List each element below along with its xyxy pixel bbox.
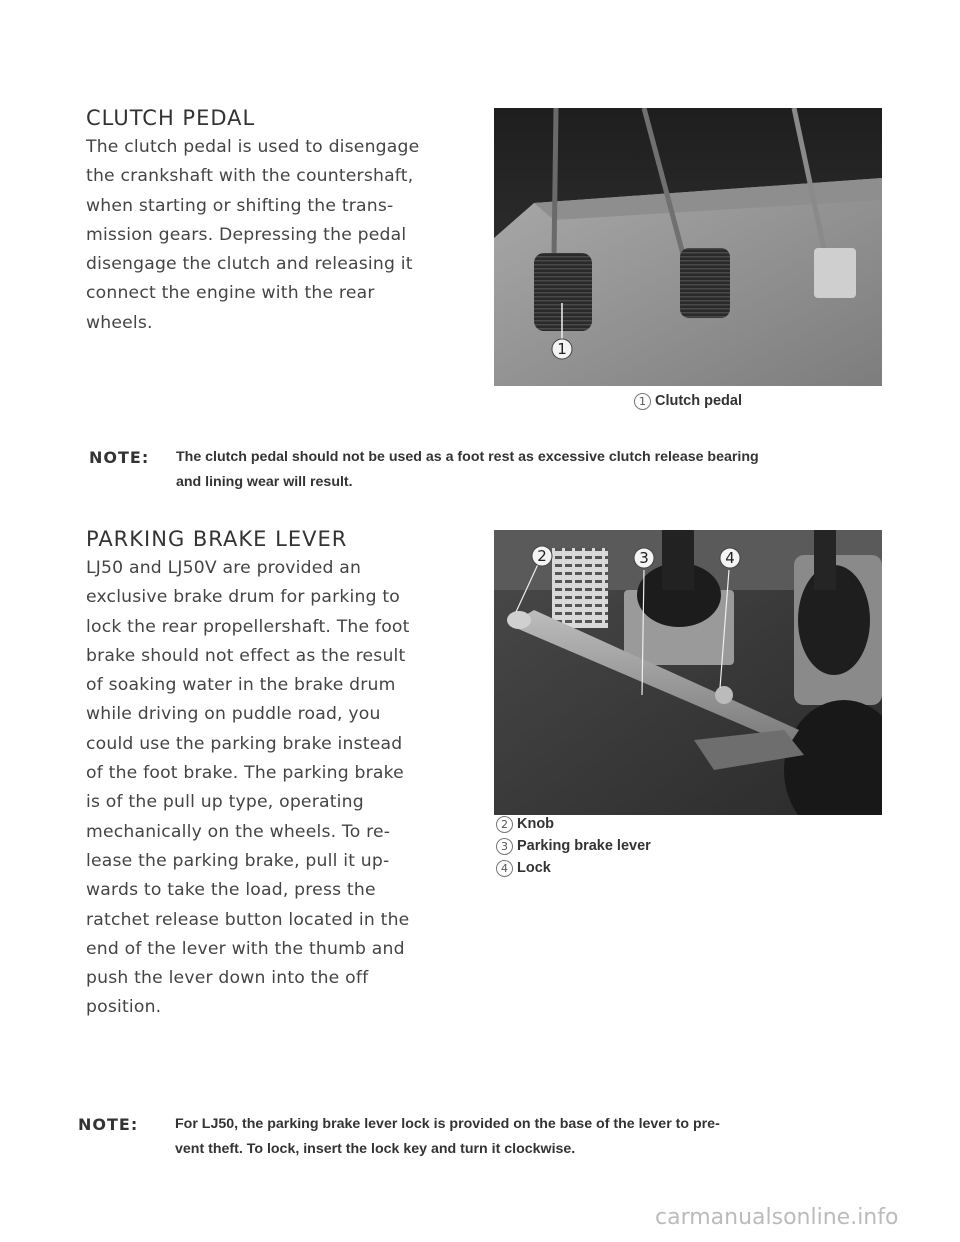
caption-number: 3 xyxy=(496,838,513,855)
caption-number: 2 xyxy=(496,816,513,833)
caption-text: Parking brake lever xyxy=(517,838,651,854)
parking-line: mechanically on the wheels. To re- xyxy=(86,821,391,842)
watermark: carmanualsonline.info xyxy=(655,1205,899,1230)
parking-line: of the foot brake. The parking brake xyxy=(86,763,404,784)
caption-text: Knob xyxy=(517,816,555,832)
callout-2 xyxy=(532,546,552,566)
clutch-caption xyxy=(634,390,742,412)
parking-line: ratchet release button located in the xyxy=(86,909,410,930)
clutch-line: The clutch pedal is used to disengage xyxy=(86,137,420,157)
caption-lock xyxy=(496,857,651,879)
callout-1 xyxy=(552,339,572,359)
note-1-line: The clutch pedal should not be used as a foot rest as excessive clutch release bearing xyxy=(176,449,759,465)
clutch-line: the crankshaft with the countershaft, xyxy=(86,166,414,187)
parking-line: push the lever down into the off xyxy=(86,968,369,989)
callout-2-text: 2 xyxy=(537,547,547,565)
note-2-text xyxy=(175,1112,895,1162)
parking-line: LJ50 and LJ50V are provided an xyxy=(86,558,362,578)
caption-text: Clutch pedal xyxy=(655,393,743,409)
note-2-line: For LJ50, the parking brake lever lock is provided on the base of the lever to pre- xyxy=(175,1116,720,1132)
callout-4-text: 4 xyxy=(725,549,735,567)
clutch-line: connect the engine with the rear xyxy=(86,283,375,304)
parking-line: lock the rear propellershaft. The foot xyxy=(86,616,410,637)
caption-number: 4 xyxy=(496,860,513,877)
note-1-text xyxy=(176,445,886,495)
caption-knob xyxy=(496,813,651,835)
parking-heading: PARKING BRAKE LEVER xyxy=(86,527,348,551)
callout-3-text: 3 xyxy=(639,549,649,567)
clutch-line: when starting or shifting the trans- xyxy=(86,195,394,216)
parking-line: is of the pull up type, operating xyxy=(86,792,364,813)
caption-text: Lock xyxy=(517,860,551,876)
parking-line: lease the parking brake, pull it up- xyxy=(86,850,390,871)
note-2-label: NOTE: xyxy=(78,1115,139,1134)
parking-line: while driving on puddle road, you xyxy=(86,704,381,725)
clutch-line: wheels. xyxy=(86,312,153,333)
parking-line: of soaking water in the brake drum xyxy=(86,675,396,696)
callout-3 xyxy=(634,548,654,568)
note-1-label: NOTE: xyxy=(89,448,150,467)
parking-line: could use the parking brake instead xyxy=(86,733,403,754)
parking-brake-photo xyxy=(494,530,882,815)
caption-parking-brake-lever xyxy=(496,835,651,857)
parking-captions xyxy=(496,813,651,879)
parking-line: position. xyxy=(86,997,162,1018)
clutch-line: mission gears. Depressing the pedal xyxy=(86,224,407,245)
clutch-description xyxy=(86,133,458,338)
callout-4 xyxy=(720,548,740,568)
parking-line: exclusive brake drum for parking to xyxy=(86,587,401,608)
clutch-pedal-photo xyxy=(494,108,882,386)
note-1-line: and lining wear will result. xyxy=(176,474,353,490)
parking-line: brake should not effect as the result xyxy=(86,645,406,666)
caption-number: 1 xyxy=(634,393,651,410)
parking-line: end of the lever with the thumb and xyxy=(86,938,405,959)
note-2-line: vent theft. To lock, insert the lock key and turn it clockwise. xyxy=(175,1141,576,1157)
parking-description xyxy=(86,554,458,1023)
callout-1-text: 1 xyxy=(557,340,567,358)
parking-line: wards to take the load, press the xyxy=(86,880,376,901)
clutch-heading: CLUTCH PEDAL xyxy=(86,106,256,130)
clutch-line: disengage the clutch and releasing it xyxy=(86,254,413,275)
